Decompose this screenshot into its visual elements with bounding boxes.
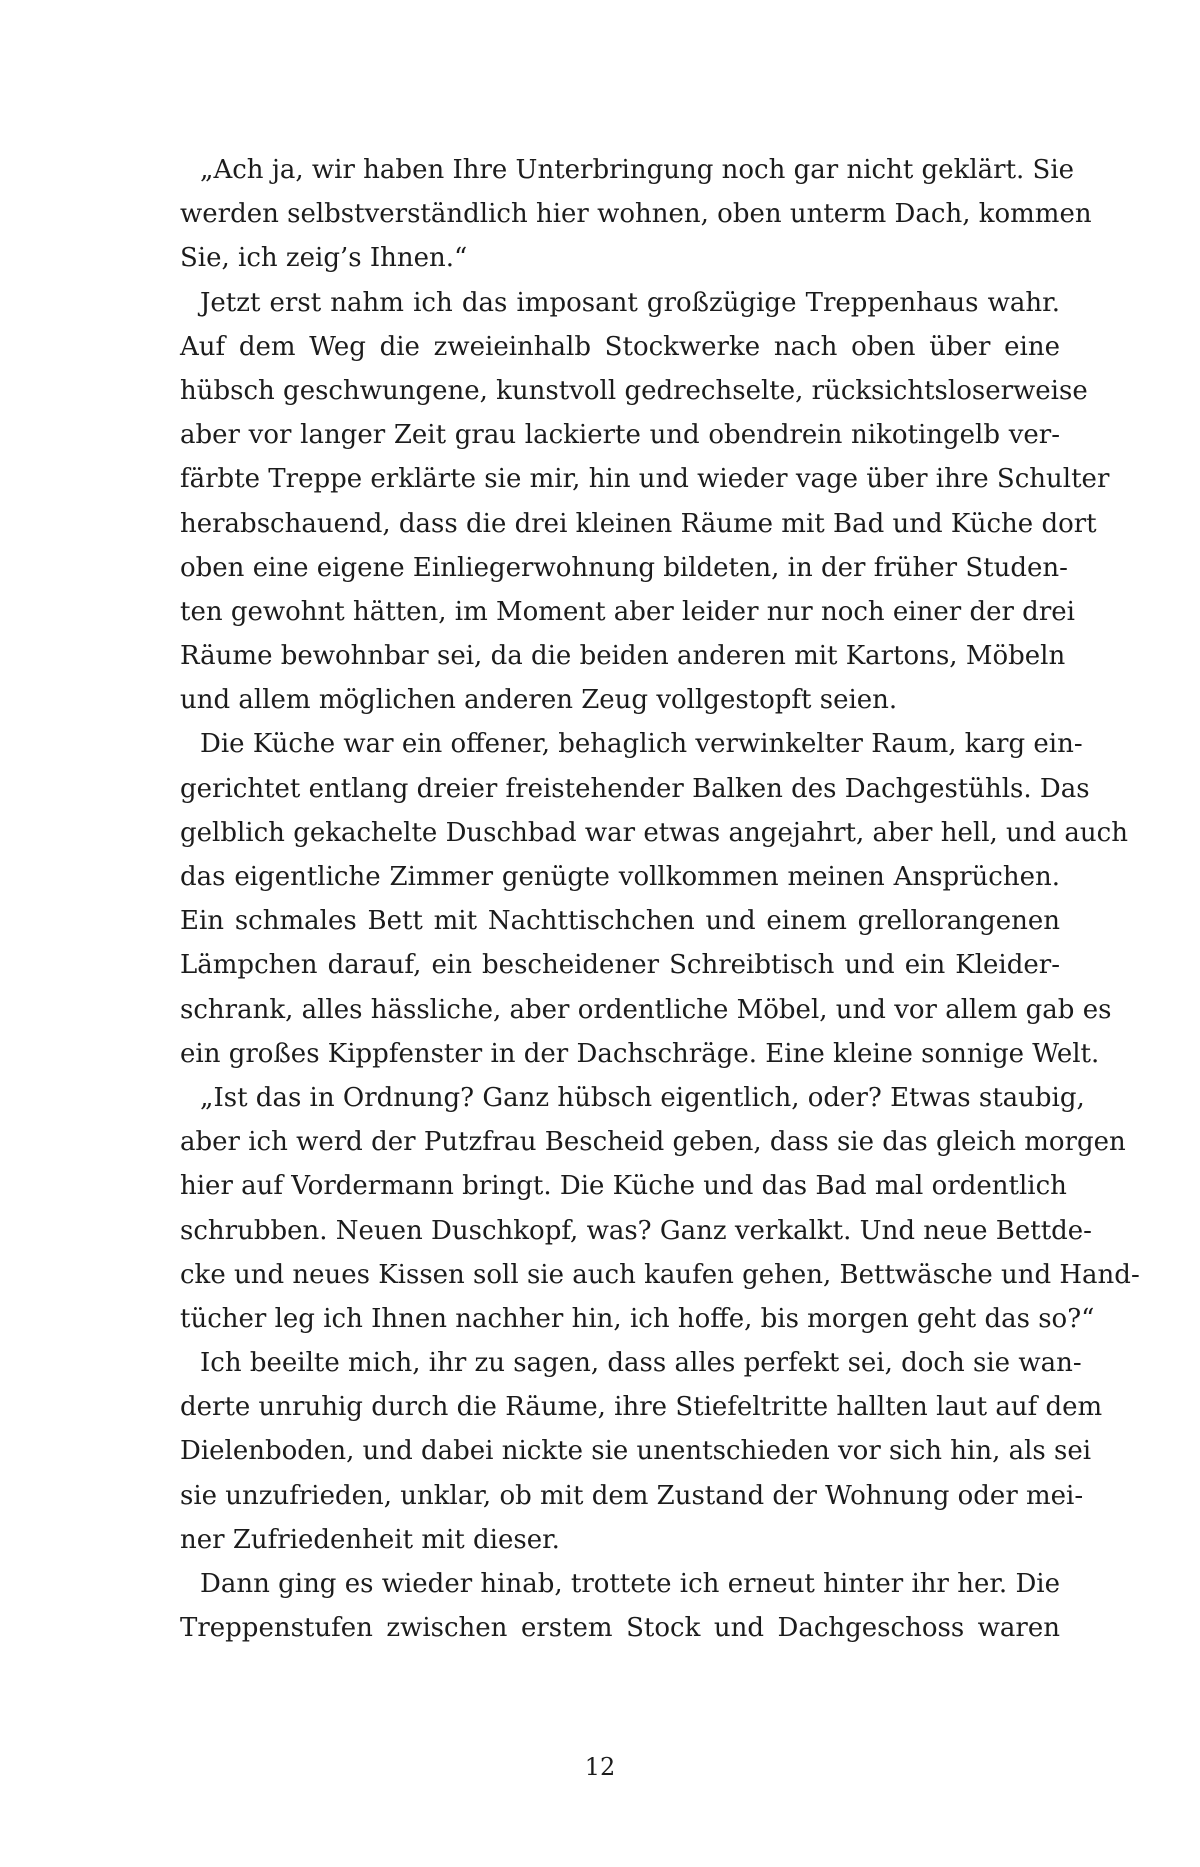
text-line: cke und neues Kissen soll sie auch kaufen gehen, Bettwäsche und Hand- <box>180 1259 1140 1290</box>
text-line: schrubben. Neuen Duschkopf, was? Ganz verkalkt. Und neue Bettde- <box>180 1215 1092 1246</box>
text-line: Räume bewohnbar sei, da die beiden anderen mit Kartons, Möbeln <box>180 641 1066 672</box>
text-line: Sie, ich zeig’s Ihnen.“ <box>180 243 468 274</box>
text-line: Dann ging es wieder hinab, trottete ich erneut hinter ihr her. Die <box>200 1569 1060 1599</box>
text-line: das eigentliche Zimmer genügte vollkommen meinen Ansprüchen. <box>180 862 1060 892</box>
text-line: gerichtet entlang dreier freistehender Balken des Dachgestühls. Das <box>180 773 1090 804</box>
text-line: Auf dem Weg die zweieinhalb Stockwerke nach oben über eine <box>180 331 1060 362</box>
text-line: Ich beeilte mich, ihr zu sagen, dass alles perfekt sei, doch sie wan- <box>200 1348 1082 1379</box>
text-line: aber vor langer Zeit grau lackierte und obendrein nikotingelb ver- <box>180 420 1060 451</box>
text-line: Dielenboden, und dabei nickte sie unentschieden vor sich hin, als sei <box>180 1436 1092 1467</box>
text-line: ten gewohnt hätten, im Moment aber leider nur noch einer der drei <box>180 596 1075 627</box>
text-line: gelblich gekachelte Duschbad war etwas angejahrt, aber hell, und auch <box>180 817 1128 848</box>
text-line: färbte Treppe erklärte sie mir, hin und wieder vage über ihre Schulter <box>180 464 1110 495</box>
text-line: werden selbstverständlich hier wohnen, oben unterm Dach, kommen <box>180 199 1092 230</box>
text-line: Jetzt erst nahm ich das imposant großzügige Treppenhaus wahr. <box>200 287 1060 318</box>
text-line: hübsch geschwungene, kunstvoll gedrechselte, rücksichtsloserweise <box>180 375 1088 406</box>
text-line: Ein schmales Bett mit Nachttischchen und einem grellorangenen <box>180 906 1060 937</box>
text-line: aber ich werd der Putzfrau Bescheid geben, dass sie das gleich morgen <box>180 1127 1126 1158</box>
text-line: hier auf Vordermann bringt. Die Küche und das Bad mal ordentlich <box>180 1171 1067 1202</box>
text-line: oben eine eigene Einliegerwohnung bildeten, in der früher Studen- <box>180 552 1068 583</box>
body-text <box>180 148 1140 1650</box>
text-line: herabschauend, dass die drei kleinen Räume mit Bad und Küche dort <box>180 508 1097 539</box>
text-line: Die Küche war ein offener, behaglich verwinkelter Raum, karg ein- <box>200 729 1083 760</box>
text-line: derte unruhig durch die Räume, ihre Stiefeltritte hallten laut auf dem <box>180 1392 1103 1423</box>
text-line: Treppenstufen zwischen erstem Stock und Dachgeschoss waren <box>180 1613 1060 1644</box>
page-number: 12 <box>584 1753 616 1781</box>
text-line: ein großes Kippfenster in der Dachschräge. Eine kleine sonnige Welt. <box>180 1038 1100 1069</box>
text-line: „Ist das in Ordnung? Ganz hübsch eigentlich, oder? Etwas staubig, <box>200 1082 1085 1113</box>
text-line: tücher leg ich Ihnen nachher hin, ich hoffe, bis morgen geht das so?“ <box>180 1303 1095 1334</box>
text-line: ner Zufriedenheit mit dieser. <box>180 1524 560 1555</box>
text-line: Lämpchen darauf, ein bescheidener Schreibtisch und ein Kleider- <box>180 950 1060 981</box>
text-line: „Ach ja, wir haben Ihre Unterbringung noch gar nicht geklärt. Sie <box>200 155 1075 185</box>
text-line: und allem möglichen anderen Zeug vollgestopft seien. <box>180 685 898 716</box>
text-line: schrank, alles hässliche, aber ordentliche Möbel, und vor allem gab es <box>180 994 1112 1025</box>
text-line: sie unzufrieden, unklar, ob mit dem Zustand der Wohnung oder mei- <box>180 1480 1084 1511</box>
